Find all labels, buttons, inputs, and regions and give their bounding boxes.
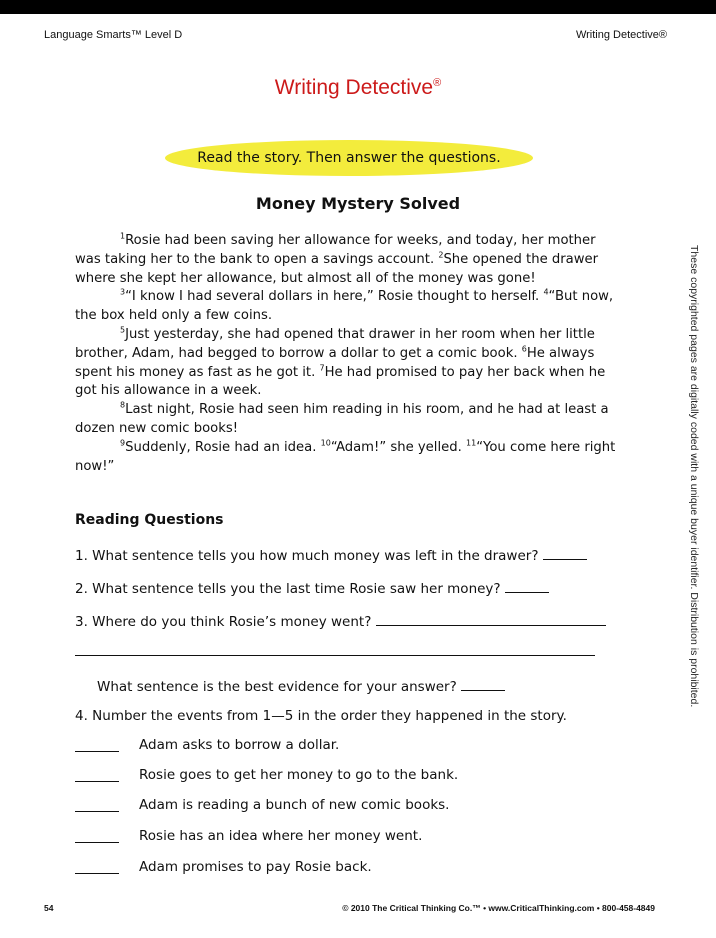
answer-blank-3[interactable] bbox=[376, 611, 606, 626]
event-text: Rosie goes to get her money to go to the bank. bbox=[139, 767, 459, 783]
event-text: Adam asks to borrow a dollar. bbox=[139, 737, 340, 753]
question-3-evidence bbox=[97, 676, 505, 695]
question-2-text: 2. What sentence tells you the last time Rosie saw her money? bbox=[75, 581, 501, 597]
event-number-blank[interactable] bbox=[75, 842, 119, 843]
sentence-text: He had promised to pay her back when he got his allowance in a week. bbox=[75, 364, 606, 399]
sentence-number: 5 bbox=[120, 325, 126, 335]
event-text: Adam promises to pay Rosie back. bbox=[139, 859, 372, 875]
sentence-number: 6 bbox=[521, 344, 527, 354]
story-paragraph bbox=[75, 288, 625, 326]
instruction-text: Read the story. Then answer the questions. bbox=[197, 150, 501, 166]
story-paragraph bbox=[75, 326, 625, 401]
page-title-text: Writing Detective bbox=[274, 76, 434, 99]
sentence-number: 1 bbox=[120, 231, 126, 241]
sentence-number: 4 bbox=[543, 288, 549, 297]
event-text: Adam is reading a bunch of new comic books. bbox=[139, 797, 450, 813]
question-2 bbox=[75, 578, 549, 597]
answer-blank-3b[interactable] bbox=[461, 676, 505, 691]
sentence-number: 2 bbox=[438, 250, 444, 260]
event-number-blank[interactable] bbox=[75, 751, 119, 752]
registered-mark: ® bbox=[433, 77, 442, 89]
story-title: Money Mystery Solved bbox=[255, 194, 461, 213]
sentence-text: Last night, Rosie had seen him reading in his room, and he had at least a dozen new comic books! bbox=[75, 402, 609, 436]
sentence-text: Suddenly, Rosie had an idea. bbox=[125, 439, 321, 455]
page-title bbox=[0, 76, 716, 100]
question-1 bbox=[75, 545, 587, 564]
sentence-text: “You come here right now!” bbox=[75, 439, 616, 474]
sentence-number: 8 bbox=[120, 400, 126, 410]
page-number: 54 bbox=[44, 903, 54, 913]
question-3 bbox=[75, 611, 606, 630]
copyright-side-note: These copyrighted pages are digitally coded with a unique buyer identifier. Distribution is prohibited. bbox=[688, 245, 700, 708]
answer-blank-1[interactable] bbox=[543, 545, 587, 560]
sentence-number: 11 bbox=[466, 438, 477, 448]
reading-questions-heading: Reading Questions bbox=[75, 512, 224, 528]
header-section-title: Writing Detective® bbox=[575, 29, 667, 41]
story-paragraph bbox=[75, 401, 625, 439]
sentence-text: She opened the drawer where she kept her allowance, but almost all of the money was gone! bbox=[75, 251, 599, 286]
question-3-evidence-text: What sentence is the best evidence for your answer? bbox=[97, 679, 457, 695]
answer-line-3[interactable] bbox=[75, 655, 595, 656]
sentence-text: Just yesterday, she had opened that drawer in her room when her little brother, Adam, had begged to borrow a dollar to get a comic book. bbox=[75, 326, 595, 361]
sentence-number: 10 bbox=[320, 438, 331, 448]
top-black-bar bbox=[0, 0, 716, 14]
story-paragraph bbox=[75, 439, 625, 477]
sentence-text: “I know I had several dollars in here,” Rosie thought to herself. bbox=[125, 289, 544, 305]
event-number-blank[interactable] bbox=[75, 811, 119, 812]
instruction-banner bbox=[165, 140, 533, 176]
event-number-blank[interactable] bbox=[75, 873, 119, 874]
question-1-text: 1. What sentence tells you how much money was left in the drawer? bbox=[75, 548, 539, 564]
story-paragraph bbox=[75, 232, 625, 288]
sentence-text: “But now, the box held only a few coins. bbox=[75, 289, 614, 324]
footer-copyright: © 2010 The Critical Thinking Co.™ • www.CriticalThinking.com • 800-458-4849 bbox=[342, 903, 655, 913]
event-number-blank[interactable] bbox=[75, 781, 119, 782]
event-text: Rosie has an idea where her money went. bbox=[139, 828, 423, 844]
sentence-text: “Adam!” she yelled. bbox=[330, 439, 466, 455]
header-book-title: Language Smarts™ Level D bbox=[44, 29, 183, 41]
answer-blank-2[interactable] bbox=[505, 578, 549, 593]
sentence-number: 9 bbox=[120, 438, 126, 448]
story-text bbox=[75, 232, 625, 476]
sentence-number: 3 bbox=[120, 288, 126, 297]
question-3-text: 3. Where do you think Rosie’s money went? bbox=[75, 614, 372, 630]
sentence-text: Rosie had been saving her allowance for weeks, and today, her mother was taking her to the bank to open a savings account. bbox=[75, 233, 596, 267]
sentence-text: He always spent his money as fast as he got it. bbox=[75, 345, 595, 380]
question-4: 4. Number the events from 1—5 in the order they happened in the story. bbox=[75, 708, 567, 724]
sentence-number: 7 bbox=[319, 363, 325, 373]
